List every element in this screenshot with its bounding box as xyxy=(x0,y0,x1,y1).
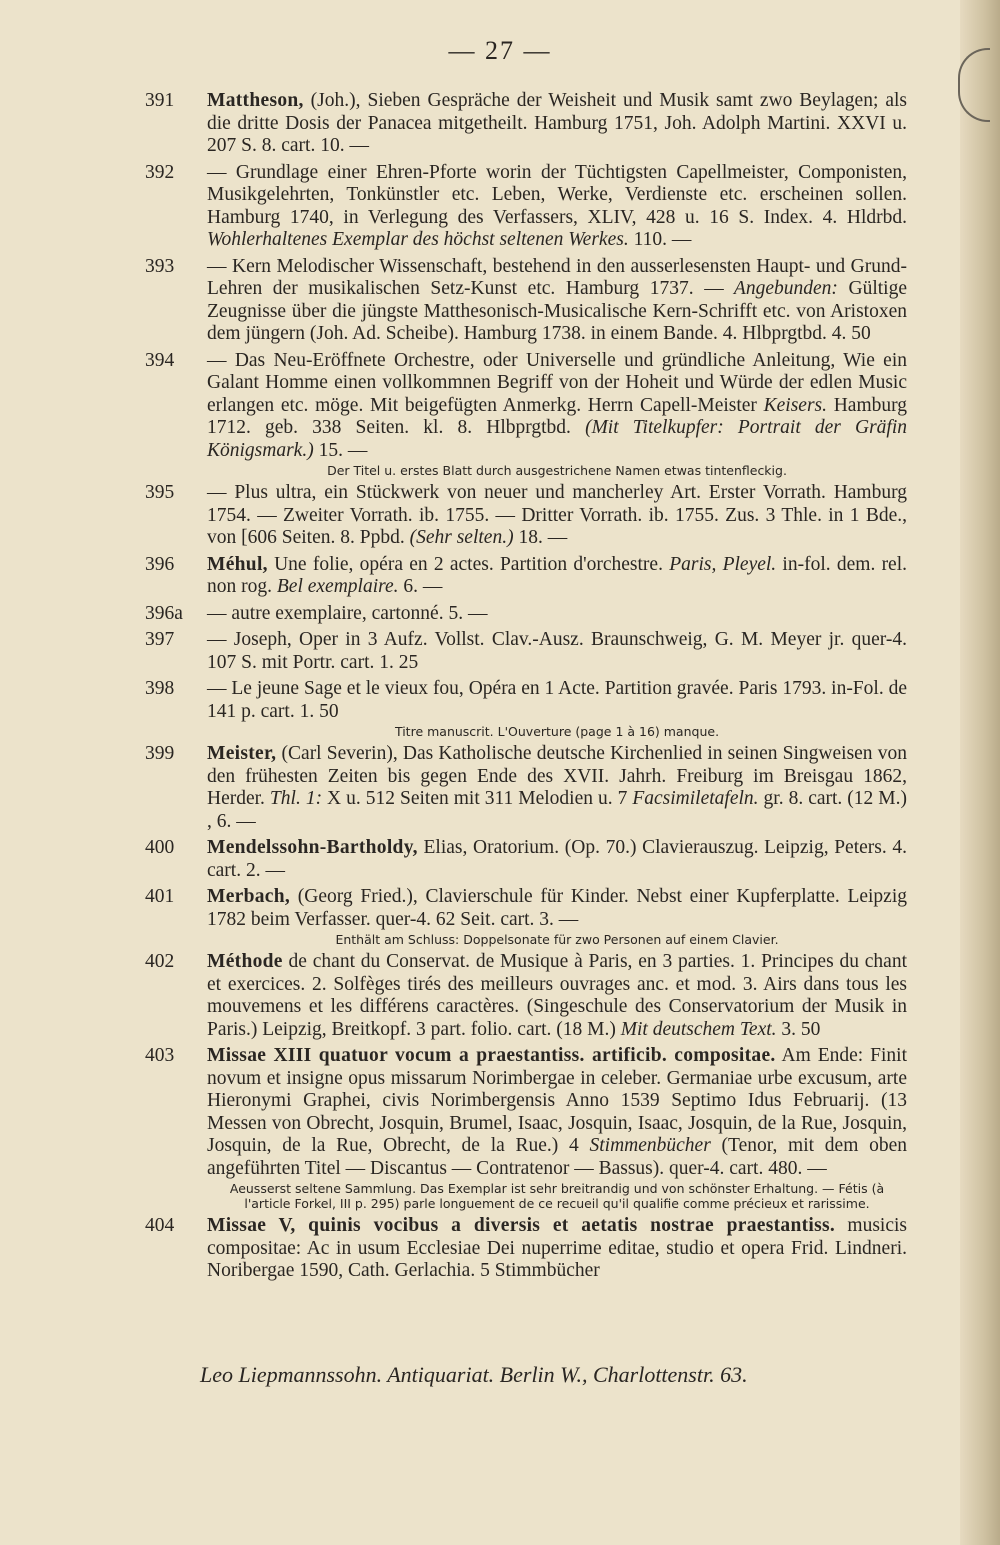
entry-description-cont: in-fol. dem. rel. non rog. xyxy=(207,553,908,597)
entry-price: 110. — xyxy=(628,229,692,250)
entry-author: Méhul, xyxy=(207,553,268,575)
entry-italic: Stimmenbücher xyxy=(578,1135,711,1156)
catalog-entry xyxy=(145,256,907,346)
entry-text xyxy=(207,678,907,723)
entry-author: Meister, xyxy=(207,743,277,764)
catalog-entry xyxy=(145,554,907,599)
catalog-entry xyxy=(145,886,907,947)
entry-price: 3. 50 xyxy=(776,1018,821,1040)
entry-text xyxy=(207,90,907,158)
catalog-entry xyxy=(145,482,907,550)
entry-text xyxy=(207,1215,907,1283)
entry-italic: (Sehr selten.) xyxy=(404,527,514,548)
entry-description: — Le jeune Sage et le vieux fou, Opéra en 1 Acte. Partition gravée. Paris 1793. in-Fol. de 141 p. cart. 1. 50 xyxy=(207,678,907,722)
entry-number: 403 xyxy=(145,1045,175,1066)
catalog-entry xyxy=(145,350,907,479)
catalog-entry xyxy=(145,837,907,882)
entry-text xyxy=(207,743,907,833)
entry-number: 394 xyxy=(145,349,175,371)
entry-italic: (Mit Titelkupfer: Portrait der Gräfin Königsmark.) xyxy=(207,417,908,461)
entry-list xyxy=(145,90,907,1287)
entry-italic: Bel exemplaire. xyxy=(272,576,399,597)
entry-author: Missae XIII quatuor vocum a praestantiss. artificib. compositae. xyxy=(207,1045,776,1066)
entry-text xyxy=(207,951,907,1041)
entry-author: Mendelssohn-Bartholdy, xyxy=(207,837,418,858)
entry-number: 397 xyxy=(145,629,175,650)
page-number: — 27 — xyxy=(448,36,552,65)
entry-author: Merbach, xyxy=(207,886,291,907)
catalog-entry xyxy=(145,629,907,674)
entry-number: 399 xyxy=(145,743,175,764)
entry-description: — Joseph, Oper in 3 Aufz. Vollst. Clav.-Ausz. Braunschweig, G. M. Meyer jr. quer-4. 107 S. mit Portr. cart. 1. 25 xyxy=(207,629,907,673)
entry-description-cont: Gültige Zeugnisse über die jüngste Matthesonisch-Musicalische Kern-Schrifft etc. von Aristoxen dem jüngern (Joh. Ad. Scheibe). Hamburg 1738. in einem Bande. 4. Hlbprgtbd. 4. 50 xyxy=(207,278,907,344)
entry-description-cont: (Tenor, mit dem oben angeführten Titel — Discantus — Contratenor — Bassus). quer-4. cart. 480. — xyxy=(207,1135,907,1179)
entry-number: 400 xyxy=(145,837,175,858)
entry-description: musicis compositae: Ac in usum Ecclesiae Dei nuperrime editae, studio et opera Frid. Lindneri. Noribergae 1590, Cath. Gerlachia. 5 Stimmbücher xyxy=(207,1215,907,1281)
entry-note: Titre manuscrit. L'Ouverture (page 1 à 16) manque. xyxy=(394,724,720,739)
entry-number: 402 xyxy=(145,951,175,972)
catalog-entry xyxy=(145,678,907,739)
entry-text xyxy=(207,1045,907,1180)
entry-price: 18. — xyxy=(513,527,568,548)
entry-italic: Angebunden: xyxy=(723,278,838,299)
entry-description: (Carl Severin), Das Katholische deutsche Kirchenlied in seinen Singweisen von den frühesten Zeiten bis gegen Ende des XVII. Jahrh. Freiburg im Breisgau 1862, Herder. xyxy=(207,743,907,809)
entry-description: — autre exemplaire, cartonné. 5. — xyxy=(207,602,488,624)
entry-text xyxy=(207,162,907,252)
publisher-footer: Leo Liepmannssohn. Antiquariat. Berlin W., Charlottenstr. 63. xyxy=(200,1362,748,1387)
entry-number: 398 xyxy=(145,678,175,699)
entry-number: 396 xyxy=(145,553,175,575)
entry-italic: Mit deutschem Text. xyxy=(615,1018,777,1040)
entry-description: Elias, Oratorium. (Op. 70.) Clavierauszug. Leipzig, Peters. 4. cart. 2. — xyxy=(207,837,907,881)
catalog-entry xyxy=(145,162,907,252)
page-edge xyxy=(960,0,1000,1545)
entry-text xyxy=(207,629,907,674)
entry-number: 393 xyxy=(145,255,175,277)
entry-description: — Plus ultra, ein Stückwerk von neuer und mancherley Art. Erster Vorrath. Hamburg 1754. — Zweiter Vorrath. ib. 1755. — Dritter Vorrath. ib. 1755. Zus. 3 Thle. in 1 Bde., von [606 Seiten. 8. Ppbd. xyxy=(207,482,907,548)
catalog-entry xyxy=(145,90,907,158)
entry-note: Aeusserst seltene Sammlung. Das Exemplar ist sehr breitrandig und von schönster Erhaltung. — Fétis (à l'article Forkel, III p. 295) parle longuement de ce recueil qu'il qualifie comme précieux et rarissime. xyxy=(229,1181,885,1211)
entry-number: 395 xyxy=(145,482,175,503)
entry-description: de chant du Conservat. de Musique à Paris, en 3 parties. 1. Principes du chant et exercices. 2. Solfèges tirés des meilleurs ouvrages anc. et mod. 3. Airs dans tous les mouvemens et les différens caractères. (Singeschule des Conservatorium der Musik in Paris.) Leipzig, Breitkopf. 3 part. folio. cart. (18 M.) xyxy=(207,951,907,1040)
entry-author: Mattheson, xyxy=(207,90,304,111)
catalog-entry xyxy=(145,743,907,833)
entry-description: Une folie, opéra en 2 actes. Partition d'orchestre. xyxy=(267,553,663,575)
catalog-entry xyxy=(145,603,907,626)
entry-italic: Paris, Pleyel. xyxy=(662,553,777,575)
entry-number: 391 xyxy=(145,90,175,111)
entry-number: 392 xyxy=(145,161,175,183)
entry-text xyxy=(207,350,907,463)
entry-italic: Keisers. xyxy=(756,394,828,416)
entry-text xyxy=(207,482,907,550)
entry-author: Missae V, quinis vocibus a diversis et aetatis nostrae praestantiss. xyxy=(207,1215,836,1236)
entry-text xyxy=(207,886,907,931)
entry-text xyxy=(207,837,907,882)
entry-author: Méthode xyxy=(207,951,283,972)
entry-price: gr. 8. cart. (12 M.) , 6. — xyxy=(207,788,907,832)
entry-italic: Facsimiletafeln. xyxy=(627,788,759,809)
entry-description: (Georg Fried.), Clavierschule für Kinder. Nebst einer Kupferplatte. Leipzig 1782 beim Verfasser. quer-4. 62 Seit. cart. 3. — xyxy=(207,886,907,930)
entry-description-cont: Hamburg 1712. geb. 338 Seiten. kl. 8. Hlbprgtbd. xyxy=(207,394,908,438)
entry-description: — Das Neu-Eröffnete Orchestre, oder Universelle und gründliche Anleitung, Wie ein Galant Homme einen vollkommnen Begriff von der Hoheit und Würde der edlen Music erlangen etc. möge. Mit beigefügten Anmerkg. Herrn Capell-Meister xyxy=(207,349,907,416)
entry-description-cont: X u. 512 Seiten mit 311 Melodien u. 7 xyxy=(322,788,628,809)
entry-price: 15. — xyxy=(313,439,368,461)
entry-number: 396a xyxy=(145,602,183,624)
entry-description: (Joh.), Sieben Gespräche der Weisheit und Musik samt zwo Beylagen; als die dritte Dosis der Panacea mitgetheilt. Hamburg 1751, Joh. Adolph Martini. XXVI u. 207 S. 8. cart. 10. — xyxy=(207,90,907,156)
entry-number: 404 xyxy=(145,1215,175,1236)
entry-description: — Grundlage einer Ehren-Pforte worin der Tüchtigsten Capellmeister, Componisten, Musikgelehrten, Tonkünstler etc. Leben, Werke, Verdienste etc. erscheinen sollen. Hamburg 1740, in Verlegung des Verfassers, XLIV, 428 u. 16 S. Index. 4. Hldrbd. xyxy=(207,161,907,228)
entry-italic: Wohlerhaltenes Exemplar des höchst seltenen Werkes. xyxy=(207,229,629,250)
catalog-entry xyxy=(145,1215,907,1283)
entry-italic: Thl. 1: xyxy=(264,788,323,809)
entry-number: 401 xyxy=(145,886,175,907)
entry-note: Enthält am Schluss: Doppelsonate für zwo Personen auf einem Clavier. xyxy=(335,932,779,947)
entry-description: — Kern Melodischer Wissenschaft, bestehend in den ausserlesensten Haupt- und Grund-Lehren der musikalischen Setz-Kunst etc. Hamburg 1737. — xyxy=(207,255,907,299)
catalog-entry xyxy=(145,1045,907,1211)
entry-description: Am Ende: Finit novum et insigne opus missarum Norimbergae in celeber. Germaniae urbe excusum, arte Hieronymi Graphei, civis Norimbergensis Anno 1539 Septimo Idus Februarij. (13 Messen von Obrecht, Josquin, Brumel, Isaac, Josquin, Isaac, Josquin, de la Rue, Josquin, Josquin, de la Rue, Obrecht, de la Rue.) 4 xyxy=(207,1045,907,1156)
catalog-entry xyxy=(145,951,907,1041)
entry-note: Der Titel u. erstes Blatt durch ausgestrichene Namen etwas tintenfleckig. xyxy=(327,463,787,478)
entry-text xyxy=(207,256,907,346)
entry-price: 6. — xyxy=(398,576,443,597)
entry-text xyxy=(207,603,907,626)
entry-text xyxy=(207,554,907,599)
